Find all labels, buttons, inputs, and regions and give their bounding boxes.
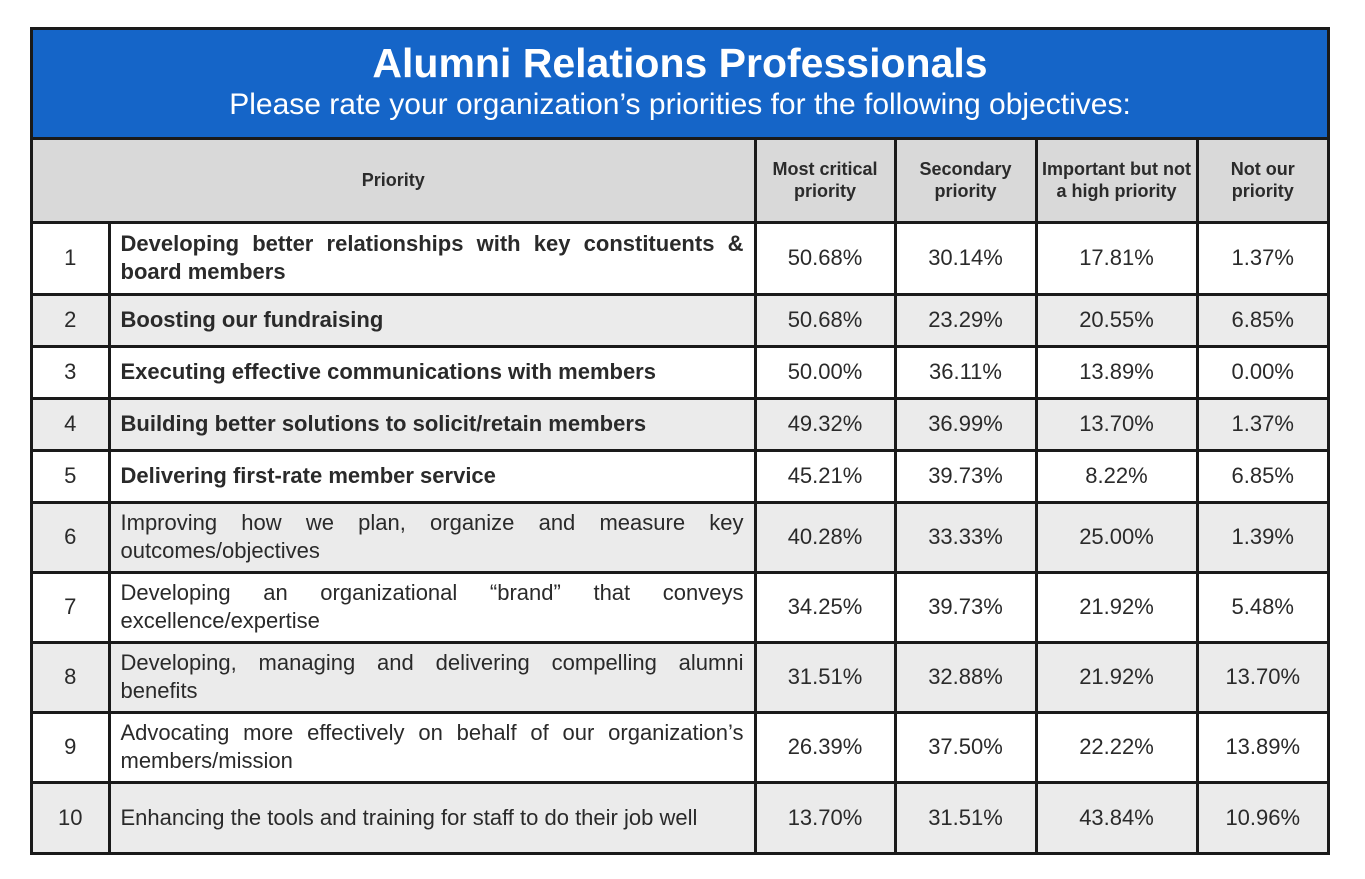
cell-important-not-high: 25.00% bbox=[1036, 502, 1197, 572]
cell-secondary: 39.73% bbox=[895, 450, 1036, 502]
title-banner bbox=[33, 30, 1327, 140]
cell-important-not-high: 13.70% bbox=[1036, 398, 1197, 450]
table-row bbox=[33, 642, 1327, 712]
cell-not-our-priority: 1.37% bbox=[1197, 222, 1327, 294]
table-row bbox=[33, 712, 1327, 782]
cell-not-our-priority: 1.39% bbox=[1197, 502, 1327, 572]
cell-secondary: 36.11% bbox=[895, 346, 1036, 398]
cell-most-critical: 50.68% bbox=[755, 222, 895, 294]
cell-most-critical: 50.68% bbox=[755, 294, 895, 346]
column-header-important-not-high: Important but not a high priority bbox=[1036, 140, 1197, 222]
column-header-not-our-priority: Not our priority bbox=[1197, 140, 1327, 222]
cell-not-our-priority: 5.48% bbox=[1197, 572, 1327, 642]
column-header-most-critical: Most critical priority bbox=[755, 140, 895, 222]
cell-secondary: 32.88% bbox=[895, 642, 1036, 712]
cell-not-our-priority: 0.00% bbox=[1197, 346, 1327, 398]
cell-most-critical: 45.21% bbox=[755, 450, 895, 502]
cell-not-our-priority: 13.70% bbox=[1197, 642, 1327, 712]
row-label: Delivering first-rate member service bbox=[109, 450, 755, 502]
row-rank: 3 bbox=[33, 346, 109, 398]
cell-important-not-high: 21.92% bbox=[1036, 642, 1197, 712]
row-rank: 1 bbox=[33, 222, 109, 294]
cell-important-not-high: 43.84% bbox=[1036, 782, 1197, 852]
cell-most-critical: 49.32% bbox=[755, 398, 895, 450]
table-row bbox=[33, 502, 1327, 572]
table-row bbox=[33, 782, 1327, 852]
cell-important-not-high: 20.55% bbox=[1036, 294, 1197, 346]
survey-table-frame bbox=[30, 27, 1330, 855]
table-subtitle: Please rate your organization’s priorities for the following objectives: bbox=[229, 88, 1131, 121]
row-rank: 6 bbox=[33, 502, 109, 572]
row-label: Developing, managing and delivering compelling alumni benefits bbox=[109, 642, 755, 712]
cell-secondary: 30.14% bbox=[895, 222, 1036, 294]
cell-secondary: 33.33% bbox=[895, 502, 1036, 572]
cell-secondary: 37.50% bbox=[895, 712, 1036, 782]
row-label: Developing an organizational “brand” that conveys excellence/expertise bbox=[109, 572, 755, 642]
cell-important-not-high: 8.22% bbox=[1036, 450, 1197, 502]
table-row bbox=[33, 346, 1327, 398]
row-rank: 7 bbox=[33, 572, 109, 642]
row-label: Developing better relationships with key constituents & board members bbox=[109, 222, 755, 294]
cell-important-not-high: 21.92% bbox=[1036, 572, 1197, 642]
row-rank: 4 bbox=[33, 398, 109, 450]
row-label: Boosting our fundraising bbox=[109, 294, 755, 346]
table-row bbox=[33, 294, 1327, 346]
row-rank: 2 bbox=[33, 294, 109, 346]
column-header-secondary: Secondary priority bbox=[895, 140, 1036, 222]
table-body bbox=[33, 222, 1327, 852]
cell-not-our-priority: 6.85% bbox=[1197, 450, 1327, 502]
cell-most-critical: 26.39% bbox=[755, 712, 895, 782]
cell-not-our-priority: 13.89% bbox=[1197, 712, 1327, 782]
priorities-table bbox=[33, 140, 1327, 852]
cell-not-our-priority: 1.37% bbox=[1197, 398, 1327, 450]
row-label: Executing effective communications with members bbox=[109, 346, 755, 398]
cell-secondary: 31.51% bbox=[895, 782, 1036, 852]
row-label: Advocating more effectively on behalf of our organization’s members/mission bbox=[109, 712, 755, 782]
column-header-priority: Priority bbox=[33, 140, 755, 222]
cell-most-critical: 40.28% bbox=[755, 502, 895, 572]
cell-not-our-priority: 6.85% bbox=[1197, 294, 1327, 346]
header-row bbox=[33, 140, 1327, 222]
cell-not-our-priority: 10.96% bbox=[1197, 782, 1327, 852]
cell-secondary: 36.99% bbox=[895, 398, 1036, 450]
row-rank: 8 bbox=[33, 642, 109, 712]
cell-most-critical: 34.25% bbox=[755, 572, 895, 642]
row-rank: 9 bbox=[33, 712, 109, 782]
cell-important-not-high: 17.81% bbox=[1036, 222, 1197, 294]
table-row bbox=[33, 398, 1327, 450]
cell-secondary: 39.73% bbox=[895, 572, 1036, 642]
row-label: Building better solutions to solicit/retain members bbox=[109, 398, 755, 450]
row-rank: 5 bbox=[33, 450, 109, 502]
row-label: Enhancing the tools and training for staff to do their job well bbox=[109, 782, 755, 852]
cell-important-not-high: 13.89% bbox=[1036, 346, 1197, 398]
row-rank: 10 bbox=[33, 782, 109, 852]
table-row bbox=[33, 222, 1327, 294]
table-row bbox=[33, 572, 1327, 642]
table-title: Alumni Relations Professionals bbox=[372, 40, 988, 86]
row-label: Improving how we plan, organize and measure key outcomes/objectives bbox=[109, 502, 755, 572]
cell-most-critical: 50.00% bbox=[755, 346, 895, 398]
table-row bbox=[33, 450, 1327, 502]
cell-most-critical: 31.51% bbox=[755, 642, 895, 712]
cell-most-critical: 13.70% bbox=[755, 782, 895, 852]
cell-important-not-high: 22.22% bbox=[1036, 712, 1197, 782]
cell-secondary: 23.29% bbox=[895, 294, 1036, 346]
